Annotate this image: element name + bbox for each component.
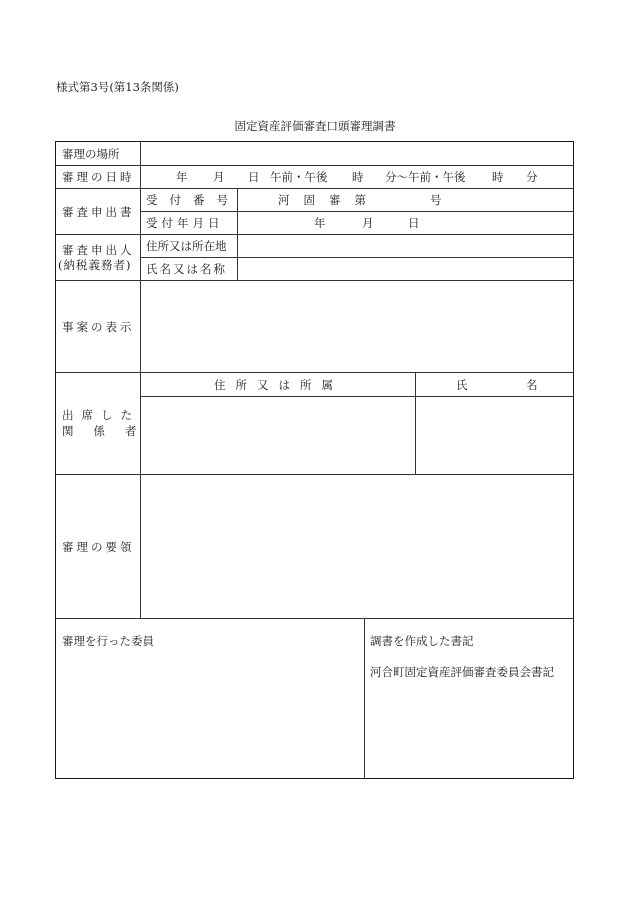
address-label: 住所又は所在地 — [146, 239, 227, 253]
datetime-hour-start: 時 — [352, 170, 364, 184]
committee-label: 審理を行った委員 — [62, 634, 154, 648]
applicant-label: 審査申出人 — [62, 243, 135, 257]
column-divider — [140, 142, 141, 618]
receipt-date-day: 日 — [408, 216, 420, 230]
form-table — [55, 141, 574, 779]
clerk-org: 河合町固定資産評価審査委員会書記 — [370, 665, 554, 679]
receipt-number-suffix: 号 — [430, 193, 442, 207]
datetime-minute-start: 分～午前・午後 — [385, 170, 466, 184]
datetime-label: 審理の日時 — [62, 170, 135, 184]
row-divider — [56, 188, 573, 189]
row-divider — [56, 280, 573, 281]
datetime-ampm-start: 午前・午後 — [270, 170, 328, 184]
row-divider — [56, 618, 573, 619]
receipt-date-label: 受付年月日 — [146, 216, 224, 230]
name-label: 氏名又は名称 — [146, 262, 227, 276]
row-divider — [140, 211, 573, 212]
row-divider — [56, 372, 573, 373]
row-divider — [140, 257, 573, 258]
receipt-date-year: 年 — [314, 216, 326, 230]
form-number: 様式第3号(第13条関係) — [56, 80, 179, 94]
case-label: 事案の表示 — [62, 320, 135, 334]
location-label: 審理の場所 — [62, 147, 120, 161]
attendee-name-header-2: 名 — [526, 378, 538, 392]
datetime-minute-end: 分 — [526, 170, 538, 184]
receipt-number-prefix: 河固審第 — [278, 193, 380, 207]
row-divider — [140, 396, 573, 397]
datetime-month: 月 — [213, 170, 225, 184]
attendee-name-header-1: 氏 — [456, 378, 468, 392]
row-divider — [56, 474, 573, 475]
row-divider — [56, 234, 573, 235]
document-title: 固定資産評価審査口頭審理調書 — [234, 119, 396, 133]
clerk-label: 調書を作成した書記 — [370, 634, 474, 648]
attendees-sublabel: 関係者 — [62, 424, 157, 438]
attendees-label: 出席した — [62, 408, 140, 422]
receipt-date-month: 月 — [362, 216, 374, 230]
datetime-year: 年 — [176, 170, 188, 184]
receipt-number-label: 受付番号 — [146, 193, 240, 207]
application-label: 審査申出書 — [62, 205, 135, 219]
attendee-address-header: 住所又は所属 — [214, 378, 343, 392]
datetime-day: 日 — [248, 170, 260, 184]
row-divider — [56, 165, 573, 166]
column-divider — [364, 618, 365, 778]
datetime-hour-end: 時 — [492, 170, 504, 184]
column-divider — [415, 373, 416, 474]
procedure-label: 審理の要領 — [62, 540, 135, 554]
applicant-sublabel: (納税義務者) — [58, 258, 132, 272]
